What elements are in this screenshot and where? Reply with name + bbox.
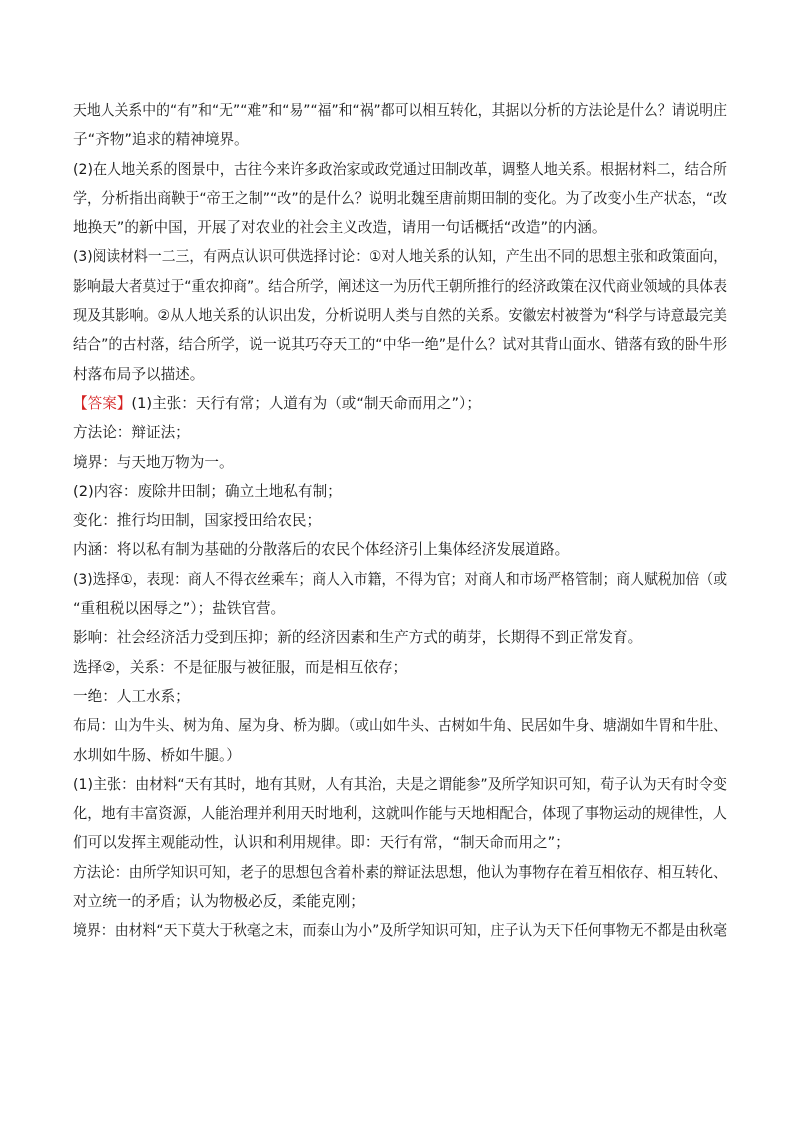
- question-paragraph-1: [73, 96, 727, 155]
- text-line: 境界：与天地万物为一。: [73, 453, 234, 471]
- text-line: (3)阅读材料一二三，有两点认识可供选择讨论：①对人地关系的认知，产生出不同的思想主张和政策面向，: [73, 248, 728, 266]
- text-line: 们可以发挥主观能动性，认识和利用规律。即：天行有常，“制天命而用之”；: [73, 834, 570, 852]
- text-line: 化，地有丰富资源，人能治理并利用天时地利，这就叫作能与天地相配合，体现了事物运动的规律性，人: [73, 805, 728, 823]
- text-line: 结合”的古村落，结合所学，说一说其巧夺天工的“中华一绝”是什么？试对其背山面水、错落有致的卧牛形: [73, 336, 727, 354]
- analysis-paragraph-3: [73, 916, 727, 945]
- text-line: 选择②，关系：不是征服与被征服，而是相互依存；: [73, 658, 408, 676]
- text-line: 村落布局予以描述。: [73, 365, 205, 383]
- text-line: 对立统一的矛盾；认为物极必反，柔能克刚；: [73, 893, 365, 911]
- analysis-paragraph-2: [73, 858, 727, 917]
- text-line: 内涵：将以私有制为基础的分散落后的农民个体经济引上集体经济发展道路。: [73, 541, 570, 559]
- text-line: 影响最大者莫过于“重农抑商”。结合所学，阐述这一为历代王朝所推行的经济政策在汉代商业领域的具体表: [73, 277, 727, 295]
- text-line: 方法论：辩证法；: [73, 424, 190, 442]
- text-line: (2)内容：废除井田制；确立土地私有制；: [73, 482, 342, 500]
- text-line: 布局：山为牛头、树为角、屋为身、桥为脚。（或山如牛头、古树如牛角、民居如牛身、塘湖如牛胃和牛肚、: [73, 717, 727, 735]
- text-line: 影响：社会经济活力受到压抑；新的经济因素和生产方式的萌芽，长期得不到正常发育。: [73, 629, 643, 647]
- text-line: (1)主张：由材料“天有其时，地有其财，人有其治，夫是之谓能参”及所学知识可知，荀子认为天有时令变: [73, 775, 728, 793]
- answer-tag: 【答案】: [73, 394, 132, 412]
- text-line: “重租税以困辱之”）；盐铁官营。: [73, 600, 286, 618]
- text-line: 一绝：人工水系；: [73, 687, 190, 705]
- document-content: [73, 96, 727, 946]
- text-line: 境界：由材料“天下莫大于秋毫之末，而泰山为小”及所学知识可知，庄子认为天下任何事物无不都是由秋毫: [73, 922, 727, 940]
- question-paragraph-3: [73, 242, 727, 388]
- text-line: 子“齐物”追求的精神境界。: [73, 131, 249, 149]
- text-line: (3)选择①，表现：商人不得衣丝乘车；商人入市籍，不得为官；对商人和市场严格管制；商人赋税加倍（或: [73, 570, 728, 588]
- question-paragraph-2: [73, 155, 727, 243]
- text-line: 地换天”的新中国，开展了对农业的社会主义改造，请用一句话概括“改造”的内涵。: [73, 219, 607, 237]
- text-line: 学，分析指出商鞅于“帝王之制”“改”的是什么？说明北魏至唐前期田制的变化。为了改变小生产状态，“改: [73, 189, 728, 207]
- text-line: 水圳如牛肠、桥如牛腿。）: [73, 746, 241, 764]
- analysis-paragraph-1: [73, 770, 727, 858]
- answer-section: [73, 389, 727, 770]
- answer-first-line: [73, 389, 727, 418]
- text-line: 天地人关系中的“有”和“无”“难”和“易”“福”和“祸”都可以相互转化，其据以分析的方法论是什么？请说明庄: [73, 102, 728, 119]
- text-line: (2)在人地关系的图景中，古往今来许多政治家或政党通过田制改革，调整人地关系。根据材料二，结合所: [73, 160, 727, 178]
- text-line: 变化：推行均田制，国家授田给农民；: [73, 512, 322, 530]
- text-line: 方法论：由所学知识可知，老子的思想包含着朴素的辩证法思想，他认为事物存在着互相依存、相互转化、: [73, 863, 728, 881]
- answer-first-line-text: (1)主张：天行有常；人道有为（或“制天命而用之”）；: [131, 394, 481, 412]
- text-line: 现及其影响。②从人地关系的认识出发，分析说明人类与自然的关系。安徽宏村被誉为“科学与诗意最完美: [73, 307, 728, 325]
